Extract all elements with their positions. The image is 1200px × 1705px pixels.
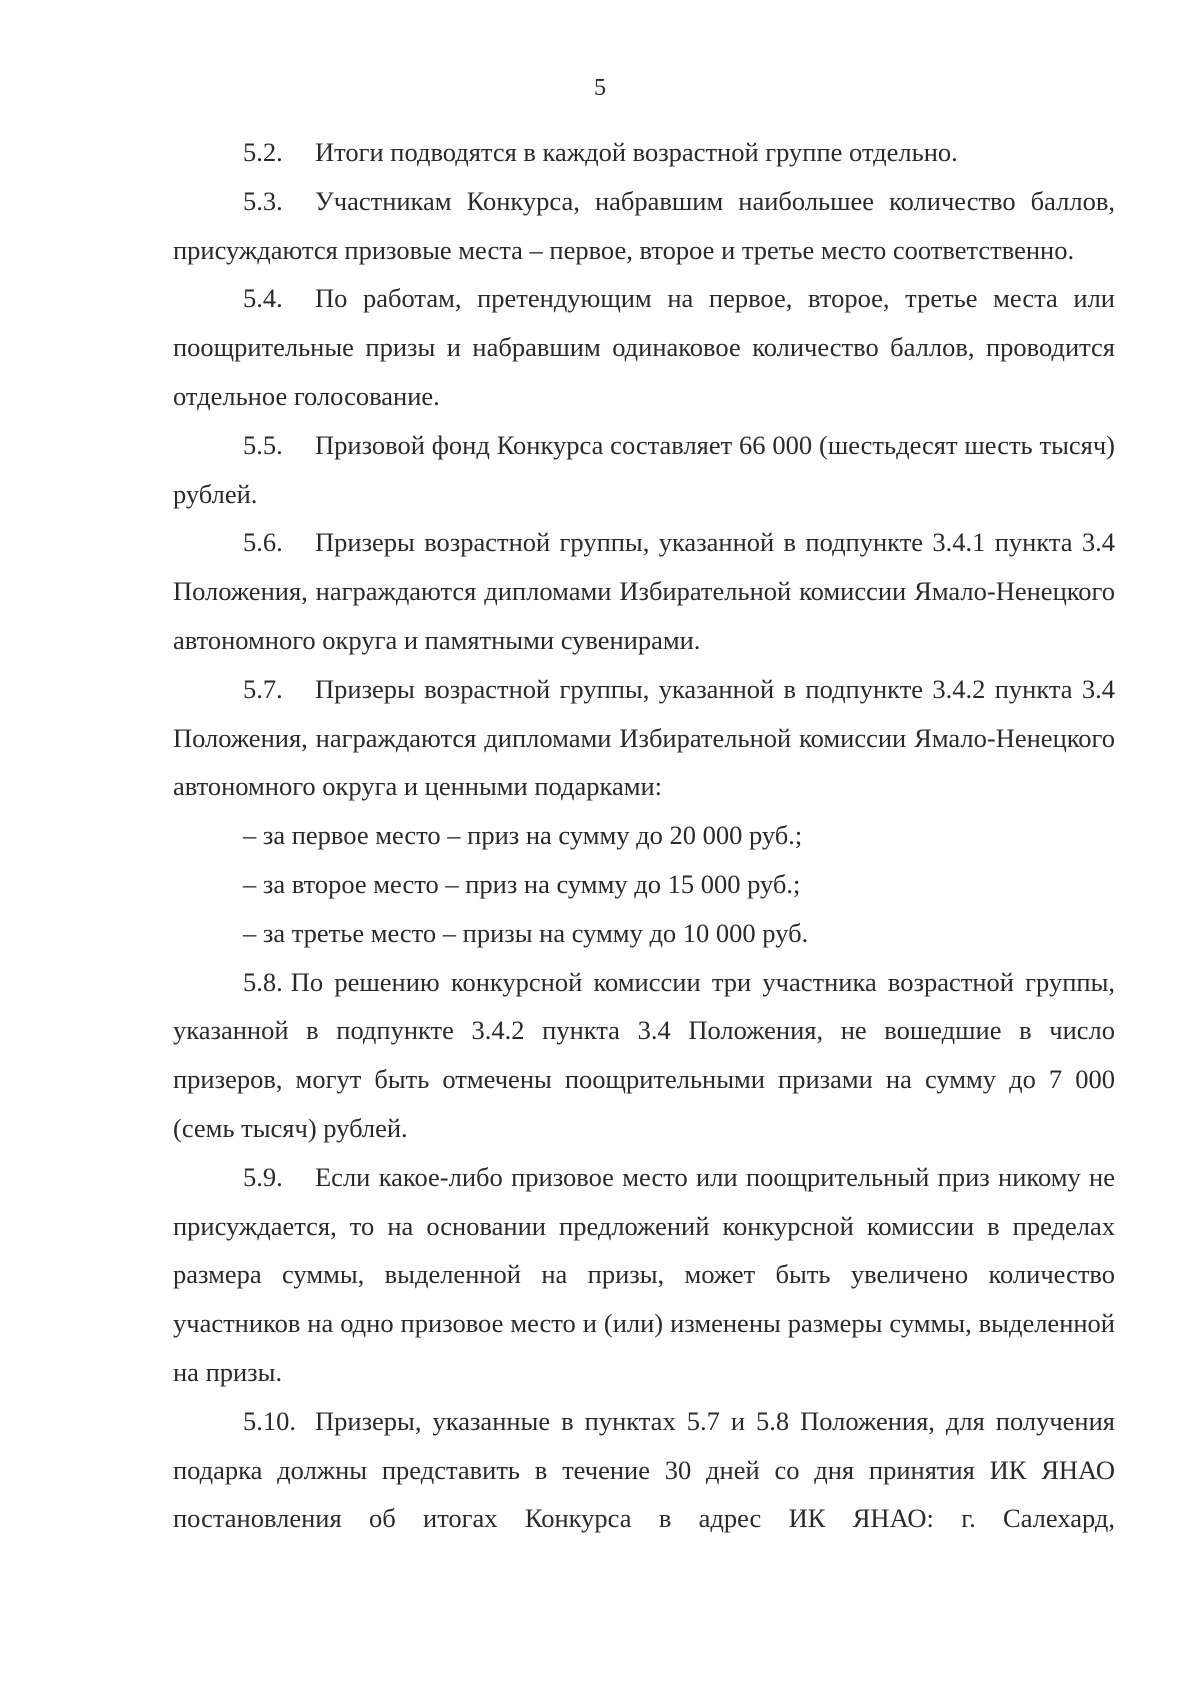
paragraph-number: 5.8. xyxy=(243,966,283,997)
paragraph-text: Призеры, указанные в пунктах 5.7 и 5.8 Положения, для получения подарка должны представить в течение 30 дней со дня принятия ИК ЯНАО постановления об итогах Конкурса в адрес ИК ЯНАО: г. Салехард, xyxy=(173,1405,1115,1534)
paragraph-text: По решению конкурсной комиссии три участника возрастной группы, указанной в подпункте 3.4.2 пункта 3.4 Положения, не вошедшие в число призеров, могут быть отмечены поощрительными призами на сумму до 7 000 (семь тысяч) рублей. xyxy=(173,966,1115,1143)
paragraph-text: Если какое-либо призовое место или поощрительный приз никому не присуждается, то на основании предложений конкурсной комиссии в пределах размера суммы, выделенной на призы, может быть увеличено количество участников на одно призовое место и (или) изменены размеры суммы, выделенной на призы. xyxy=(173,1161,1115,1387)
paragraph-text: Призовой фонд Конкурса составляет 66 000 (шестьдесят шесть тысяч) рублей. xyxy=(173,429,1115,509)
paragraph-text: Призеры возрастной группы, указанной в подпункте 3.4.2 пункта 3.4 Положения, награждаются дипломами Избирательной комиссии Ямало-Ненецкого автономного округа и ценными подарками: xyxy=(173,673,1115,802)
paragraph-number: 5.3. xyxy=(243,185,283,216)
paragraph-text: Итоги подводятся в каждой возрастной группе отдельно. xyxy=(315,137,958,167)
paragraph-text: Участникам Конкурса, набравшим наибольшее количество баллов, присуждаются призовые места – первое, второе и третье место соответственно. xyxy=(173,185,1115,265)
paragraph-text: Призеры возрастной группы, указанной в подпункте 3.4.1 пункта 3.4 Положения, награждаются дипломами Избирательной комиссии Ямало-Ненецкого автономного округа и памятными сувенирами. xyxy=(173,527,1115,655)
paragraph-number: 5.7. xyxy=(243,673,283,704)
paragraph-5-10 xyxy=(173,1397,1115,1543)
prize-list-item-first: – за первое место – приз на сумму до 20 000 руб.; xyxy=(243,820,803,851)
paragraph-5-5 xyxy=(173,421,1115,519)
paragraph-text: По работам, претендующим на первое, второе, третье места или поощрительные призы и набравшим одинаковое количество баллов, проводится отдельное голосование. xyxy=(173,283,1115,411)
paragraph-number: 5.6. xyxy=(243,527,283,558)
paragraph-5-3 xyxy=(173,177,1115,275)
document-body xyxy=(173,128,1115,1543)
paragraph-5-2 xyxy=(173,128,1115,177)
prize-list-item-second: – за второе место – приз на сумму до 15 000 руб.; xyxy=(243,868,801,899)
paragraph-number: 5.4. xyxy=(243,283,283,314)
prize-list-item-third: – за третье место – призы на сумму до 10 000 руб. xyxy=(243,917,809,948)
paragraph-5-6 xyxy=(173,518,1115,664)
paragraph-number: 5.2. xyxy=(243,137,283,167)
paragraph-5-4 xyxy=(173,274,1115,420)
page-number: 5 xyxy=(594,75,606,101)
paragraph-5-9 xyxy=(173,1153,1115,1397)
paragraph-number: 5.5. xyxy=(243,429,283,460)
paragraph-number: 5.10. xyxy=(243,1405,296,1436)
paragraph-number: 5.9. xyxy=(243,1161,283,1192)
paragraph-5-8 xyxy=(173,958,1115,1153)
paragraph-5-7 xyxy=(173,665,1115,811)
